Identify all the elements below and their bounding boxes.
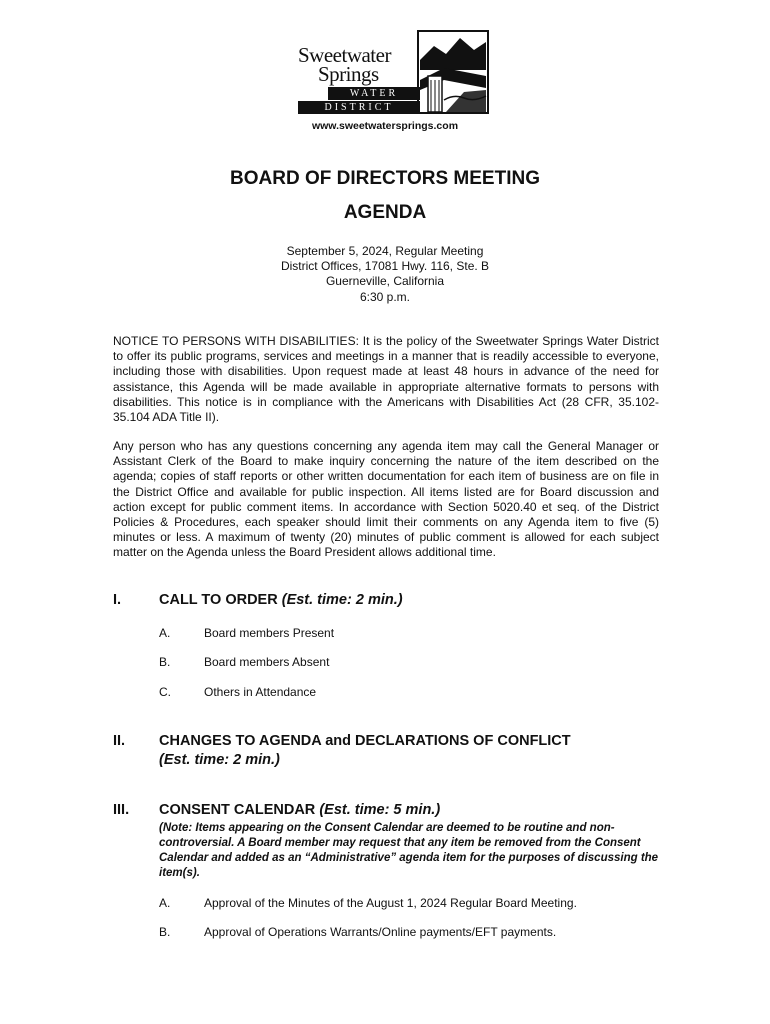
section-title-text: CONSENT CALENDAR [159, 802, 316, 818]
page-title: BOARD OF DIRECTORS MEETING [230, 168, 540, 189]
item-letter: B. [159, 655, 171, 669]
agenda-item: Approval of Operations Warrants/Online payments/EFT payments. [204, 925, 557, 939]
public-inquiry-notice: Any person who has any questions concerning any agenda item may call the General Manager or Assistant Clerk of the Board to make inquiry concerning the nature of the item described on the agenda; copies of staff reports or other written documentation for each item of business are on file in the District Office and available for public inspection. All items listed are for Board discussion and action except for public comment items. In accordance with Section 5020.40 et seq. of the District Policies & Procedures, each speaker should limit their comments on any Agenda item to five (5) minutes or less. A maximum of twenty (20) minutes of public comment is allowed for each subject matter on the Agenda unless the Board President allows additional time. [113, 439, 659, 560]
section-time: (Est. time: 2 min.) [159, 752, 280, 768]
section-title-changes-to-agenda: CHANGES TO AGENDA and DECLARATIONS OF CONFLICT [159, 733, 571, 749]
item-letter: C. [159, 685, 171, 699]
meeting-time: 6:30 p.m. [359, 290, 411, 304]
section-title-call-to-order [159, 592, 403, 608]
item-letter: A. [159, 896, 171, 910]
agenda-item: Board members Absent [204, 655, 330, 669]
agenda-item: Board members Present [204, 626, 335, 640]
section-number: III. [113, 802, 130, 818]
section-number: II. [113, 733, 126, 749]
item-letter: B. [159, 925, 171, 939]
section-time: (Est. time: 5 min.) [319, 802, 441, 818]
section-time: (Est. time: 2 min.) [281, 592, 403, 608]
consent-calendar-note: (Note: Items appearing on the Consent Calendar are deemed to be routine and non-controversial. A Board member may request that any item be removed from the Consent Calendar and added as an “Administrative” agenda item for the purposes of discussing the item(s). [159, 822, 659, 879]
logo-district-bar: DISTRICT [298, 101, 420, 114]
logo-wordmark-line2: Springs [318, 62, 379, 86]
meeting-date: September 5, 2024, Regular Meeting [286, 244, 484, 258]
item-letter: A. [159, 626, 171, 640]
agenda-item: Others in Attendance [204, 685, 317, 699]
meeting-address-line1: District Offices, 17081 Hwy. 116, Ste. B [280, 259, 490, 273]
meeting-address-line2: Guerneville, California [325, 274, 445, 288]
agenda-item: Approval of the Minutes of the August 1, 2024 Regular Board Meeting. [204, 896, 577, 910]
section-title-text: CALL TO ORDER [159, 592, 278, 608]
page-subtitle: AGENDA [343, 202, 427, 223]
logo-wordmark-line1: Sweetwater [298, 43, 391, 67]
website-link[interactable]: www.sweetwatersprings.com [311, 120, 459, 132]
logo-water-bar: WATER [328, 87, 420, 100]
disability-notice: NOTICE TO PERSONS WITH DISABILITIES: It is the policy of the Sweetwater Springs Water District to offer its public programs, services and meetings in a manner that is readily accessible to everyone, including those with disabilities. Upon request made at least 48 hours in advance of the need for assistance, this Agenda will be made available in appropriate alternative formats to persons with disabilities. This notice is in compliance with the Americans with Disabilities Act (28 CFR, 35.102-35.104 ADA Title II). [113, 334, 659, 425]
section-title-consent-calendar [159, 802, 440, 818]
section-number: I. [113, 592, 122, 608]
